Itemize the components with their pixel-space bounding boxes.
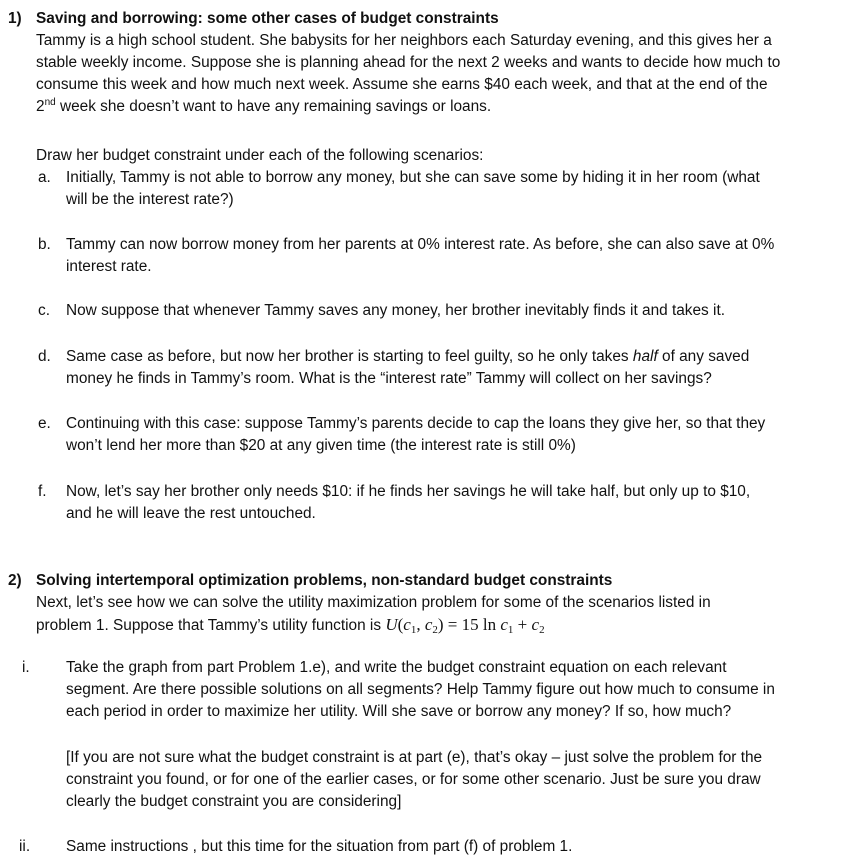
item-marker: d. [38,348,51,365]
item-i-note-line: [If you are not sure what the budget constraint is at part (e), that’s okay – just solve the problem for the [66,749,763,766]
item-marker: a. [38,169,51,186]
item-e-line: won’t lend her more than $20 at any given time (the interest rate is still 0%) [66,437,576,454]
item-i-note-line: clearly the budget constraint you are considering] [66,793,402,810]
item-b-line: interest rate. [66,258,152,275]
problem-2-intro-line: problem 1. Suppose that Tammy’s utility function is $U(c_1$, $c_2) = 15$ $\ln c_1 + c_2$ [36,615,545,636]
item-a-line: Initially, Tammy is not able to borrow any money, but she can save some by hiding it in her room (what [66,169,760,186]
item-marker: ii. [19,838,31,855]
item-i-line: each period in order to maximize her utility. Will she save or borrow any money? If so, how much? [66,703,732,720]
utility-function: $U(c_1$, $c_2) = 15$ $\ln c_1 + c_2$ [385,615,545,636]
item-d-line: Same case as before, but now her brother is starting to feel guilty, so he only takes half of any saved [66,348,750,365]
item-marker: f. [38,483,47,500]
problem-2-intro-line: Next, let’s see how we can solve the utility maximization problem for some of the scenarios listed in [36,594,711,611]
problem-2-title: Solving intertemporal optimization problems, non-standard budget constraints [36,572,613,589]
item-marker: e. [38,415,51,432]
draw-instruction: Draw her budget constraint under each of the following scenarios: [36,147,484,164]
item-i-note-line: constraint you found, or for one of the earlier cases, or for some other scenario. Just be sure you draw [66,771,761,788]
item-c-line: Now suppose that whenever Tammy saves any money, her brother inevitably finds it and takes it. [66,302,725,319]
item-b-line: Tammy can now borrow money from her parents at 0% interest rate. As before, she can also save at 0% [66,236,775,253]
item-marker: c. [38,302,50,319]
item-marker: i. [22,659,30,676]
problem-1-intro-line: 2nd week she doesn’t want to have any remaining savings or loans. [36,97,492,115]
item-f-line: and he will leave the rest untouched. [66,505,316,522]
item-i-line: segment. Are there possible solutions on all segments? Help Tammy figure out how much to consume in [66,681,775,698]
problem-1-number: 1) [8,10,22,27]
item-marker: b. [38,236,51,253]
item-ii-line: Same instructions , but this time for the situation from part (f) of problem 1. [66,838,573,855]
item-e-line: Continuing with this case: suppose Tammy’s parents decide to cap the loans they give her, so that they [66,415,766,432]
problem-1-intro-line: consume this week and how much next week. Assume she earns $40 each week, and that at the end of the [36,76,768,93]
problem-1-intro-line: stable weekly income. Suppose she is planning ahead for the next 2 weeks and wants to decide how much to [36,54,781,71]
problem-1-intro-line: Tammy is a high school student. She babysits for her neighbors each Saturday evening, and this gives her a [36,32,772,49]
item-i-line: Take the graph from part Problem 1.e), and write the budget constraint equation on each relevant [66,659,727,676]
problem-2-number: 2) [8,572,22,589]
item-d-line: money he finds in Tammy’s room. What is the “interest rate” Tammy will collect on her savings? [66,370,712,387]
problem-1-title: Saving and borrowing: some other cases of budget constraints [36,10,499,27]
item-a-line: will be the interest rate?) [66,191,234,208]
item-f-line: Now, let’s say her brother only needs $10: if he finds her savings he will take half, but only up to $10, [66,483,751,500]
